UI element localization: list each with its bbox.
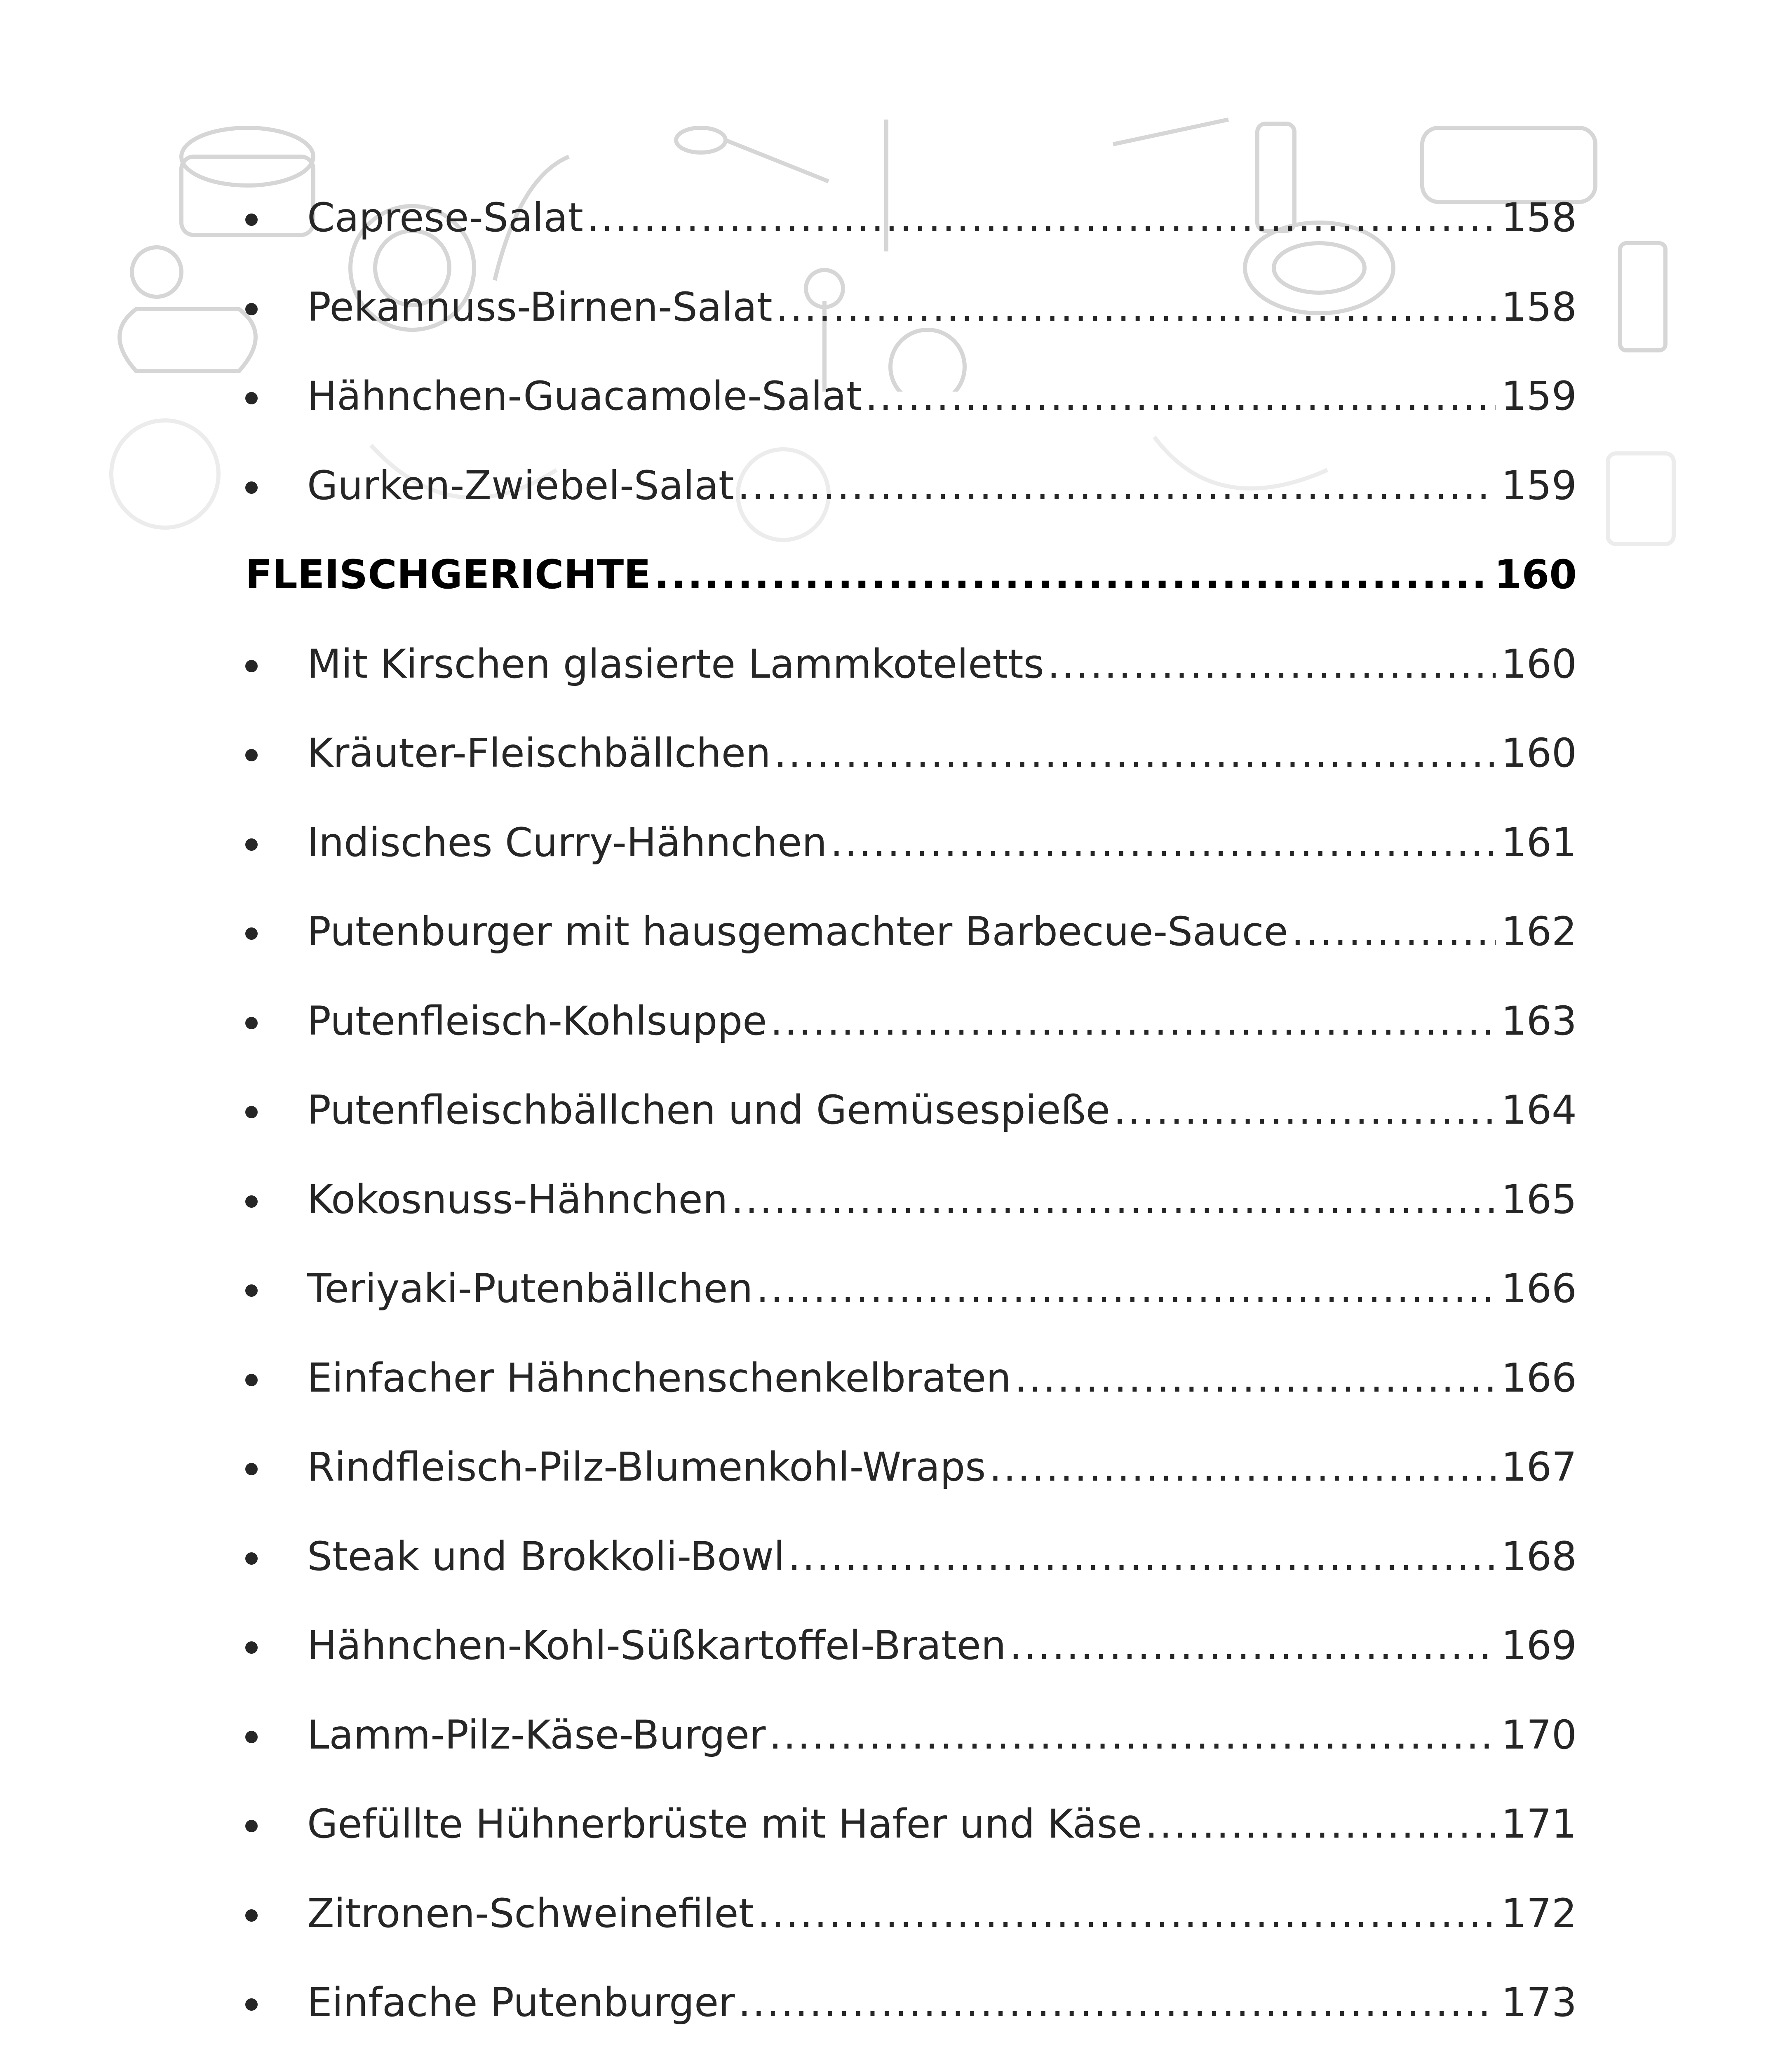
toc-entry[interactable]	[245, 709, 1577, 798]
toc-entry-page: 158	[1501, 284, 1577, 330]
toc-entry-title: Pekannuss-Birnen-Salat	[307, 284, 773, 330]
dot-leader	[738, 1983, 1496, 2022]
toc-entry-page: 171	[1501, 1801, 1577, 1847]
bullet-icon	[245, 214, 258, 226]
dot-leader	[654, 555, 1489, 594]
toc-entry-title: Putenfleisch-Kohlsuppe	[307, 998, 767, 1044]
toc-entry-page: 173	[1501, 1979, 1577, 2026]
dot-leader	[1015, 1358, 1496, 1398]
toc-entry[interactable]	[245, 887, 1577, 977]
toc-entry-title: Hähnchen-Kohl-Süßkartoffel-Braten	[307, 1622, 1006, 1669]
toc-entry-title: Kokosnuss-Hähnchen	[307, 1176, 728, 1223]
toc-entry[interactable]	[245, 1423, 1577, 1512]
bullet-icon	[245, 749, 258, 761]
bullet-icon	[245, 481, 258, 494]
toc-entry-page: 160	[1501, 641, 1577, 687]
bullet-icon	[245, 1820, 258, 1832]
toc-entry-title: Lamm-Pilz-Käse-Burger	[307, 1711, 766, 1758]
dot-leader	[774, 733, 1496, 773]
bullet-icon	[245, 838, 258, 851]
toc-entry-page: 170	[1501, 1711, 1577, 1758]
bullet-icon	[245, 1731, 258, 1743]
toc-entry[interactable]	[245, 1155, 1577, 1244]
bullet-icon	[245, 1195, 258, 1208]
section-title: FLEISCHGERICHTE	[245, 552, 651, 598]
dot-leader	[1292, 912, 1496, 951]
bullet-icon	[245, 927, 258, 940]
toc-entry-title: Einfacher Hähnchenschenkelbraten	[307, 1354, 1011, 1401]
toc-entry-title: Gurken-Zwiebel-Salat	[307, 462, 734, 509]
dot-leader	[770, 1001, 1495, 1041]
bullet-icon	[245, 1374, 258, 1386]
toc-entry-page: 161	[1501, 819, 1577, 866]
bullet-icon	[245, 1106, 258, 1118]
toc-entry[interactable]	[245, 977, 1577, 1066]
toc-entry[interactable]	[245, 1958, 1577, 2047]
dot-leader	[731, 1180, 1495, 1219]
dot-leader	[788, 1537, 1496, 1576]
toc-entry-title: Putenfleischbällchen und Gemüsespieße	[307, 1087, 1110, 1134]
toc-section-heading[interactable]	[245, 530, 1577, 620]
toc-entry-page: 158	[1501, 195, 1577, 241]
toc-entry-page: 160	[1501, 730, 1577, 777]
toc-entry-title: Rindfleisch-Pilz-Blumenkohl-Wraps	[307, 1444, 986, 1491]
toc-entry[interactable]	[245, 2047, 1577, 2061]
dot-leader	[756, 1269, 1495, 1308]
toc-entry-page: 172	[1501, 1890, 1577, 1937]
dot-leader	[737, 466, 1496, 505]
toc-entry-page: 168	[1501, 1533, 1577, 1580]
bullet-icon	[245, 1284, 258, 1297]
toc-entry-page: 169	[1501, 1622, 1577, 1669]
dot-leader	[989, 1447, 1496, 1487]
bullet-icon	[245, 660, 258, 672]
toc-entry[interactable]	[245, 1690, 1577, 1780]
bullet-icon	[245, 1641, 258, 1654]
bullet-icon	[245, 392, 258, 404]
dot-leader	[769, 1715, 1495, 1755]
dot-leader	[830, 823, 1496, 862]
toc-entry-page: 162	[1501, 908, 1577, 955]
toc-entry-title: Teriyaki-Putenbällchen	[307, 1265, 753, 1312]
toc-entry-page: 163	[1501, 998, 1577, 1044]
bullet-icon	[245, 1463, 258, 1475]
toc-entry-page: 165	[1501, 1176, 1577, 1223]
toc-entry-title: Indisches Curry-Hähnchen	[307, 819, 827, 866]
toc-entry-title: Gefüllte Hühnerbrüste mit Hafer und Käse	[307, 1801, 1142, 1847]
toc-entry-title: Hähnchen-Guacamole-Salat	[307, 373, 862, 420]
bullet-icon	[245, 1909, 258, 1922]
toc-entry[interactable]	[245, 1869, 1577, 1958]
dot-leader	[865, 376, 1496, 416]
toc-entry-page: 166	[1501, 1354, 1577, 1401]
dot-leader	[1010, 1626, 1496, 1665]
dot-leader	[587, 198, 1496, 237]
dot-leader	[1113, 1090, 1496, 1130]
section-page: 160	[1494, 552, 1577, 598]
toc-entry-page: 159	[1501, 373, 1577, 420]
toc-entry[interactable]	[245, 1066, 1577, 1155]
toc-entry[interactable]	[245, 1512, 1577, 1601]
toc-entry-title: Mit Kirschen glasierte Lammkoteletts	[307, 641, 1044, 687]
dot-leader	[1145, 1804, 1496, 1844]
toc-entry-title: Einfache Putenburger	[307, 1979, 735, 2026]
toc-entry[interactable]	[245, 1333, 1577, 1423]
bullet-icon	[245, 1998, 258, 2011]
toc-entry[interactable]	[245, 798, 1577, 887]
toc-entry[interactable]	[245, 620, 1577, 709]
bullet-icon	[245, 303, 258, 315]
toc-entry-page: 167	[1501, 1444, 1577, 1491]
toc-entry[interactable]	[245, 1244, 1577, 1333]
dot-leader	[757, 1894, 1496, 1933]
toc-entry[interactable]	[245, 441, 1577, 531]
toc-entry-title: Zitronen-Schweinefilet	[307, 1890, 754, 1937]
table-of-contents	[245, 173, 1577, 2061]
toc-entry-title: Steak und Brokkoli-Bowl	[307, 1533, 785, 1580]
toc-entry-page: 166	[1501, 1265, 1577, 1312]
toc-entry-page: 164	[1501, 1087, 1577, 1134]
toc-entry-page: 159	[1501, 462, 1577, 509]
dot-leader	[1047, 644, 1496, 684]
toc-entry[interactable]	[245, 1779, 1577, 1869]
bullet-icon	[245, 1552, 258, 1565]
toc-entry-title: Kräuter-Fleischbällchen	[307, 730, 771, 777]
toc-entry-title: Putenburger mit hausgemachter Barbecue-Sauce	[307, 908, 1288, 955]
toc-entry-title: Caprese-Salat	[307, 195, 583, 241]
toc-entry[interactable]	[245, 352, 1577, 441]
bullet-icon	[245, 1017, 258, 1029]
dot-leader	[776, 287, 1496, 327]
toc-entry[interactable]	[245, 173, 1577, 263]
toc-entry[interactable]	[245, 1601, 1577, 1690]
toc-entry[interactable]	[245, 263, 1577, 352]
